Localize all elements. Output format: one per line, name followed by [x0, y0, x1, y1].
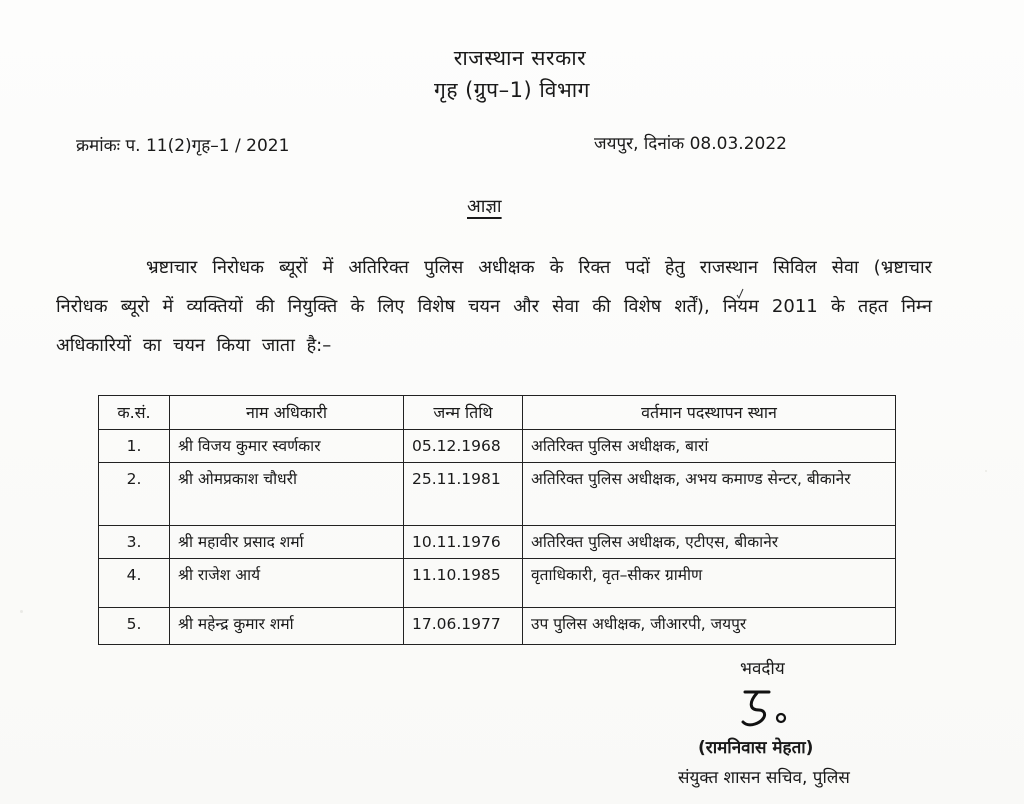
- cell-date-of-birth: 17.06.1977: [404, 608, 523, 645]
- cell-date-of-birth: 05.12.1968: [404, 430, 523, 463]
- paper-speck: [20, 610, 23, 613]
- order-body-paragraph: भ्रष्टाचार निरोधक ब्यूरों में अतिरिक्त पुलिस अधीक्षक के रिक्त पदों हेतु राजस्थान सिविल सेवा (भ्रष्टाचार निरोधक ब्यूरो में व्यक्तियों की नियुक्ति के लिए विशेष चयन और सेवा की विशेष शर्तें), नियम 2011 के तहत निम्न अधिकारियों का चयन किया जाता है:–: [56, 257, 932, 356]
- government-header: राजस्थान सरकार: [453, 46, 587, 70]
- cell-serial-number: 2.: [99, 463, 170, 526]
- signatory-designation: संयुक्त शासन सचिव, पुलिस: [678, 768, 850, 788]
- cell-current-posting: वृताधिकारी, वृत–सीकर ग्रामीण: [523, 559, 896, 608]
- cell-serial-number: 4.: [99, 559, 170, 608]
- order-title: आज्ञा: [467, 196, 502, 217]
- cell-current-posting: अतिरिक्त पुलिस अधीक्षक, अभय कमाण्ड सेन्टर, बीकानेर: [523, 463, 896, 526]
- cell-officer-name: श्री महावीर प्रसाद शर्मा: [170, 526, 404, 559]
- cell-date-of-birth: 10.11.1976: [404, 526, 523, 559]
- header-date-of-birth: जन्म तिथि: [404, 396, 523, 430]
- place-date: जयपुर, दिनांक 08.03.2022: [594, 134, 787, 154]
- cell-serial-number: 1.: [99, 430, 170, 463]
- department-header: गृह (ग्रुप–1) विभाग: [434, 78, 590, 102]
- table-row: [99, 526, 896, 559]
- table-row: [99, 559, 896, 608]
- cell-current-posting: उप पुलिस अधीक्षक, जीआरपी, जयपुर: [523, 608, 896, 645]
- cell-serial-number: 3.: [99, 526, 170, 559]
- table-row: [99, 463, 896, 526]
- closing-salutation: भवदीय: [740, 659, 785, 679]
- cell-officer-name: श्री विजय कुमार स्वर्णकार: [170, 430, 404, 463]
- officers-table: [98, 395, 896, 645]
- pen-tick-mark-icon: [735, 287, 745, 301]
- reference-number: क्रमांकः प. 11(2)गृह–1 / 2021: [76, 136, 290, 156]
- cell-officer-name: श्री राजेश आर्य: [170, 559, 404, 608]
- header-officer-name: नाम अधिकारी: [170, 396, 404, 430]
- cell-date-of-birth: 25.11.1981: [404, 463, 523, 526]
- cell-current-posting: अतिरिक्त पुलिस अधीक्षक, बारां: [523, 430, 896, 463]
- table-header-row: [99, 396, 896, 430]
- cell-serial-number: 5.: [99, 608, 170, 645]
- cell-current-posting: अतिरिक्त पुलिस अधीक्षक, एटीएस, बीकानेर: [523, 526, 896, 559]
- handwritten-signature-icon: [735, 680, 805, 730]
- header-serial-number: क.सं.: [99, 396, 170, 430]
- cell-officer-name: श्री महेन्द्र कुमार शर्मा: [170, 608, 404, 645]
- cell-officer-name: श्री ओमप्रकाश चौधरी: [170, 463, 404, 526]
- paper-speck: [985, 470, 987, 472]
- cell-date-of-birth: 11.10.1985: [404, 559, 523, 608]
- table-row: [99, 430, 896, 463]
- table-row: [99, 608, 896, 645]
- header-current-posting: वर्तमान पदस्थापन स्थान: [523, 396, 896, 430]
- signatory-name: (रामनिवास मेहता): [698, 738, 814, 758]
